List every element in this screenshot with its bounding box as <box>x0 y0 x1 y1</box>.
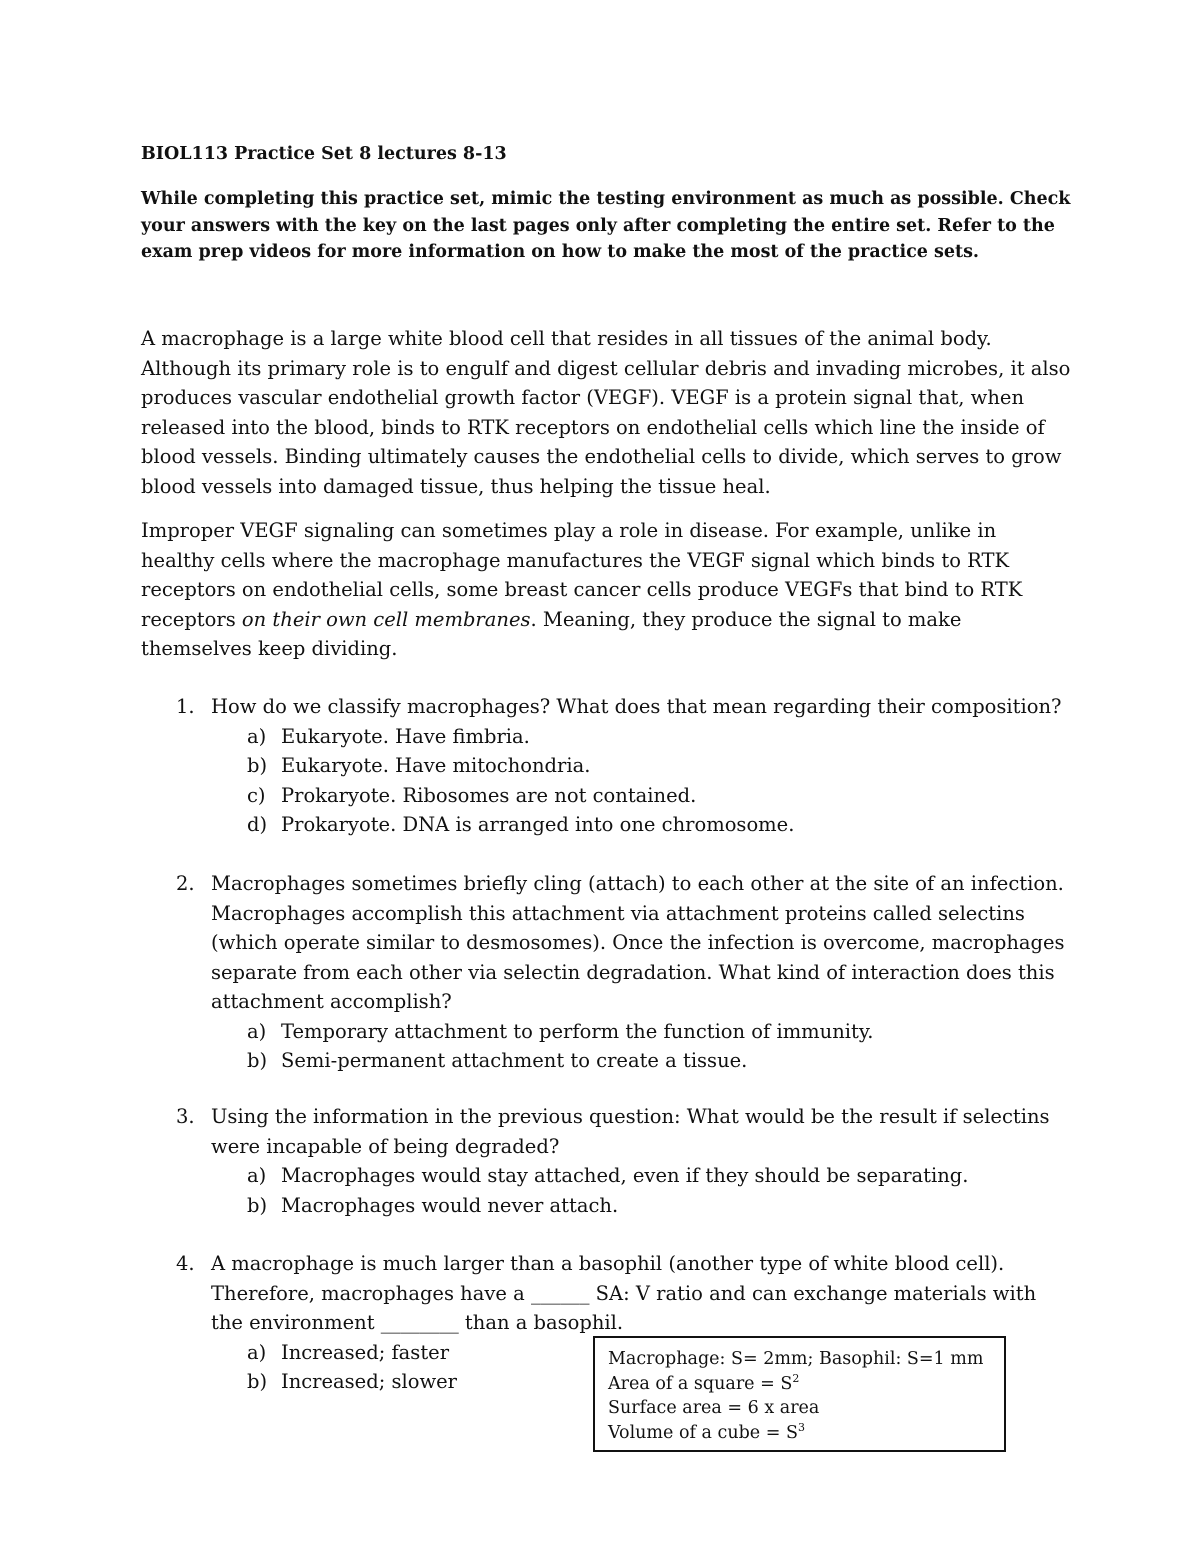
question-number: 3. <box>176 1105 195 1128</box>
question-number: 2. <box>176 872 195 895</box>
answer-option <box>141 1367 581 1397</box>
passage-paragraph-1: A macrophage is a large white blood cell that resides in all tissues of the animal body. Although its primary role is to engulf and digest cellular debris and invading microbes, it also produces vascular endothelial growth factor (VEGF). VEGF is a protein signal that, when released into the blood, binds to RTK receptors on endothelial cells which line the inside of blood vessels. Binding ultimately causes the endothelial cells to divide, which serves to grow blood vessels into damaged tissue, thus helping the tissue heal. <box>141 327 1071 498</box>
option-text: Macrophages would stay attached, even if they should be separating. <box>281 1164 969 1187</box>
info-area-exponent: 2 <box>792 1371 800 1385</box>
option-label: a) <box>247 1164 267 1187</box>
option-label: a) <box>247 1019 267 1043</box>
answer-option <box>141 1046 1071 1076</box>
question-2 <box>141 869 1071 1076</box>
info-area-text: Area of a square = S <box>608 1373 793 1394</box>
option-text: Macrophages would never attach. <box>281 1193 619 1217</box>
answer-option <box>141 1161 1071 1191</box>
option-text: Eukaryote. Have mitochondria. <box>281 754 591 777</box>
info-volume-exponent: 3 <box>797 1420 805 1434</box>
passage-p2-start: Improper VEGF signaling can sometimes play a role in disease. For example, unlike in healthy cells where the macrophage manufactures the VEGF signal which binds to RTK receptors on endothelial cells, some breast cancer cells produce VEGFs that bind to RTK receptors <box>141 519 1023 631</box>
option-text: Eukaryote. Have fimbria. <box>281 724 530 748</box>
option-text: Semi-permanent attachment to create a tissue. <box>281 1049 748 1072</box>
option-label: d) <box>247 813 268 836</box>
info-volume-text: Volume of a cube = S <box>608 1422 798 1443</box>
option-label: c) <box>247 783 266 807</box>
option-text: Prokaryote. DNA is arranged into one chromosome. <box>281 813 795 836</box>
document-title: BIOL113 Practice Set 8 lectures 8-13 <box>141 144 507 164</box>
option-label: a) <box>247 1340 267 1364</box>
answer-option <box>141 1338 581 1368</box>
option-label: b) <box>247 1370 268 1393</box>
answer-option <box>141 751 1071 781</box>
question-text: How do we classify macrophages? What does that mean regarding their composition? <box>211 695 1062 718</box>
option-label: a) <box>247 724 267 748</box>
passage-p2-italic: on their own cell membranes <box>241 607 531 631</box>
info-line-surface-area: Surface area = 6 x area <box>608 1398 820 1418</box>
option-text: Increased; slower <box>281 1370 458 1393</box>
passage-p2-end: . Meaning, they produce the signal to make themselves keep dividing. <box>141 607 962 660</box>
option-text: Prokaryote. Ribosomes are not contained. <box>281 783 697 807</box>
question-text: Using the information in the previous question: What would be the result if selectins were incapable of being degraded? <box>211 1105 1050 1158</box>
info-line-sizes: Macrophage: S= 2mm; Basophil: S=1 mm <box>608 1349 984 1369</box>
formula-info-box <box>593 1336 1006 1452</box>
question-stem <box>141 1249 1071 1338</box>
option-label: b) <box>247 754 268 777</box>
answer-option <box>141 722 1071 752</box>
answer-option <box>141 781 1071 811</box>
question-number: 4. <box>176 1252 195 1275</box>
question-stem <box>141 692 1071 722</box>
question-text: A macrophage is much larger than a basophil (another type of white blood cell). Therefore, macrophages have a ______ SA: V ratio and can exchange materials with the environment ________ than a basophil. <box>211 1252 1037 1334</box>
info-line-volume <box>608 1421 1004 1446</box>
question-number: 1. <box>176 695 195 718</box>
answer-option <box>141 810 1071 840</box>
option-label: b) <box>247 1049 268 1072</box>
passage-paragraph-2 <box>141 516 1071 664</box>
question-stem <box>141 869 1071 1017</box>
question-text: Macrophages sometimes briefly cling (attach) to each other at the site of an infection. Macrophages accomplish this attachment via attachment proteins called selectins (which operate similar to desmosomes). Once the infection is overcome, macrophages separate from each other via selectin degradation. What kind of interaction does this attachment accomplish? <box>211 872 1065 1013</box>
option-label: b) <box>247 1193 268 1217</box>
option-text: Increased; faster <box>281 1340 450 1364</box>
info-line-area <box>608 1372 1004 1397</box>
answer-option <box>141 1191 1071 1221</box>
option-text: Temporary attachment to perform the function of immunity. <box>281 1019 874 1043</box>
answer-option <box>141 1017 1071 1047</box>
question-3 <box>141 1102 1071 1220</box>
answer-options <box>141 1338 581 1397</box>
instructions: While completing this practice set, mimic the testing environment as much as possible. Check your answers with the key on the last pages only after completing the entire set. Refer to the exam prep videos for more information on how to make the most of the practice sets. <box>141 189 1071 262</box>
question-1 <box>141 692 1071 840</box>
question-stem <box>141 1102 1071 1161</box>
